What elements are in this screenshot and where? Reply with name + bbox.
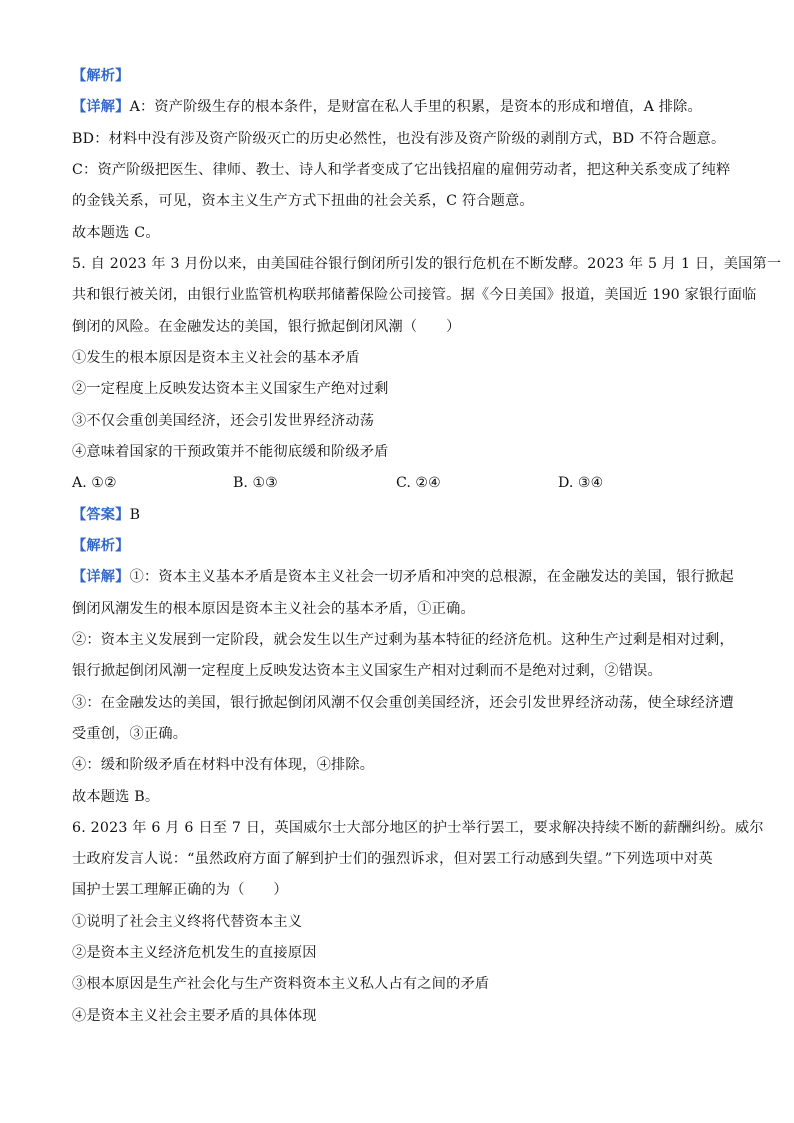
question-stem: 倒闭的风险。在金融发达的美国，银行掀起倒闭风潮（ ） (72, 319, 461, 335)
option-b: B. ①③ (233, 475, 278, 491)
statement-item: ③不仅会重创美国经济，还会引发世界经济动荡 (72, 413, 375, 429)
explanation-line: ③：在金融发达的美国，银行掀起倒闭风潮不仅会重创美国经济，还会引发世界经济动荡，使全球经济遭 (72, 695, 734, 711)
conclusion-line: 故本题选 C。 (72, 225, 160, 241)
statement-item: ①说明了社会主义终将代替资本主义 (72, 914, 303, 930)
explanation-line: 银行掀起倒闭风潮一定程度上反映发达资本主义国家生产相对过剩而不是绝对过剩，②错误。 (72, 663, 662, 679)
question-stem: 士政府发言人说：“虽然政府方面了解到护士们的强烈诉求，但对罢工行动感到失望。”下列选项中对英 (72, 851, 713, 867)
detail-text: A：资产阶级生存的根本条件，是财富在私人手里的积累，是资本的形成和增值，A 排除。 (129, 99, 702, 115)
option-c: C. ②④ (396, 475, 441, 491)
answer-line (72, 505, 140, 525)
statement-item: ④是资本主义社会主要矛盾的具体体现 (72, 1008, 317, 1024)
explanation-line: C：资产阶级把医生、律师、教士、诗人和学者变成了它出钱招雇的雇佣劳动者，把这种关系变成了纯粹 (72, 162, 731, 178)
statement-item: ②一定程度上反映发达资本主义国家生产绝对过剩 (72, 381, 389, 397)
analysis-tag: 【解析】 (72, 538, 130, 554)
detail-line (72, 567, 734, 587)
analysis-tag: 【解析】 (72, 68, 130, 84)
explanation-line: 受重创，③正确。 (72, 726, 188, 742)
question-stem: 国护士罢工理解正确的为（ ） (72, 882, 288, 898)
answer-tag: 【答案】 (72, 507, 130, 523)
answer-value: B (129, 507, 141, 523)
statement-item: ④意味着国家的干预政策并不能彻底缓和阶级矛盾 (72, 444, 389, 460)
explanation-line: 的金钱关系，可见，资本主义生产方式下扭曲的社会关系，C 符合题意。 (72, 193, 534, 209)
explanation-line: BD：材料中没有涉及资产阶级灭亡的历史必然性，也没有涉及资产阶级的剥削方式，BD 不符合题意。 (72, 131, 726, 147)
detail-tag: 【详解】 (72, 569, 130, 585)
conclusion-line: 故本题选 B。 (72, 789, 160, 805)
detail-tag: 【详解】 (72, 99, 130, 115)
option-d: D. ③④ (558, 475, 604, 491)
option-a: A. ①② (72, 475, 117, 491)
question-stem: 共和银行被关闭，由银行业监管机构联邦储蓄保险公司接管。据《今日美国》报道，美国近 190 家银行面临 (72, 287, 757, 303)
detail-text: ①：资本主义基本矛盾是资本主义社会一切矛盾和冲突的总根源，在金融发达的美国，银行掀起 (129, 569, 734, 585)
explanation-line: ④：缓和阶级矛盾在材料中没有体现，④排除。 (72, 757, 375, 773)
statement-item: ②是资本主义经济危机发生的直接原因 (72, 945, 317, 961)
statement-item: ①发生的根本原因是资本主义社会的基本矛盾 (72, 350, 360, 366)
question-stem: 5. 自 2023 年 3 月份以来，由美国硅谷银行倒闭所引发的银行危机在不断发酵。2023 年 5 月 1 日，美国第一 (72, 256, 782, 272)
explanation-line: 倒闭风潮发生的根本原因是资本主义社会的基本矛盾，①正确。 (72, 601, 475, 617)
question-stem: 6. 2023 年 6 月 6 日至 7 日，英国威尔士大部分地区的护士举行罢工，要求解决持续不断的薪酬纠纷。威尔 (72, 820, 764, 836)
detail-line (72, 97, 702, 117)
explanation-line: ②：资本主义发展到一定阶段，就会发生以生产过剩为基本特征的经济危机。这种生产过剩是相对过剩， (72, 632, 734, 648)
statement-item: ③根本原因是生产社会化与生产资料资本主义私人占有之间的矛盾 (72, 976, 490, 992)
